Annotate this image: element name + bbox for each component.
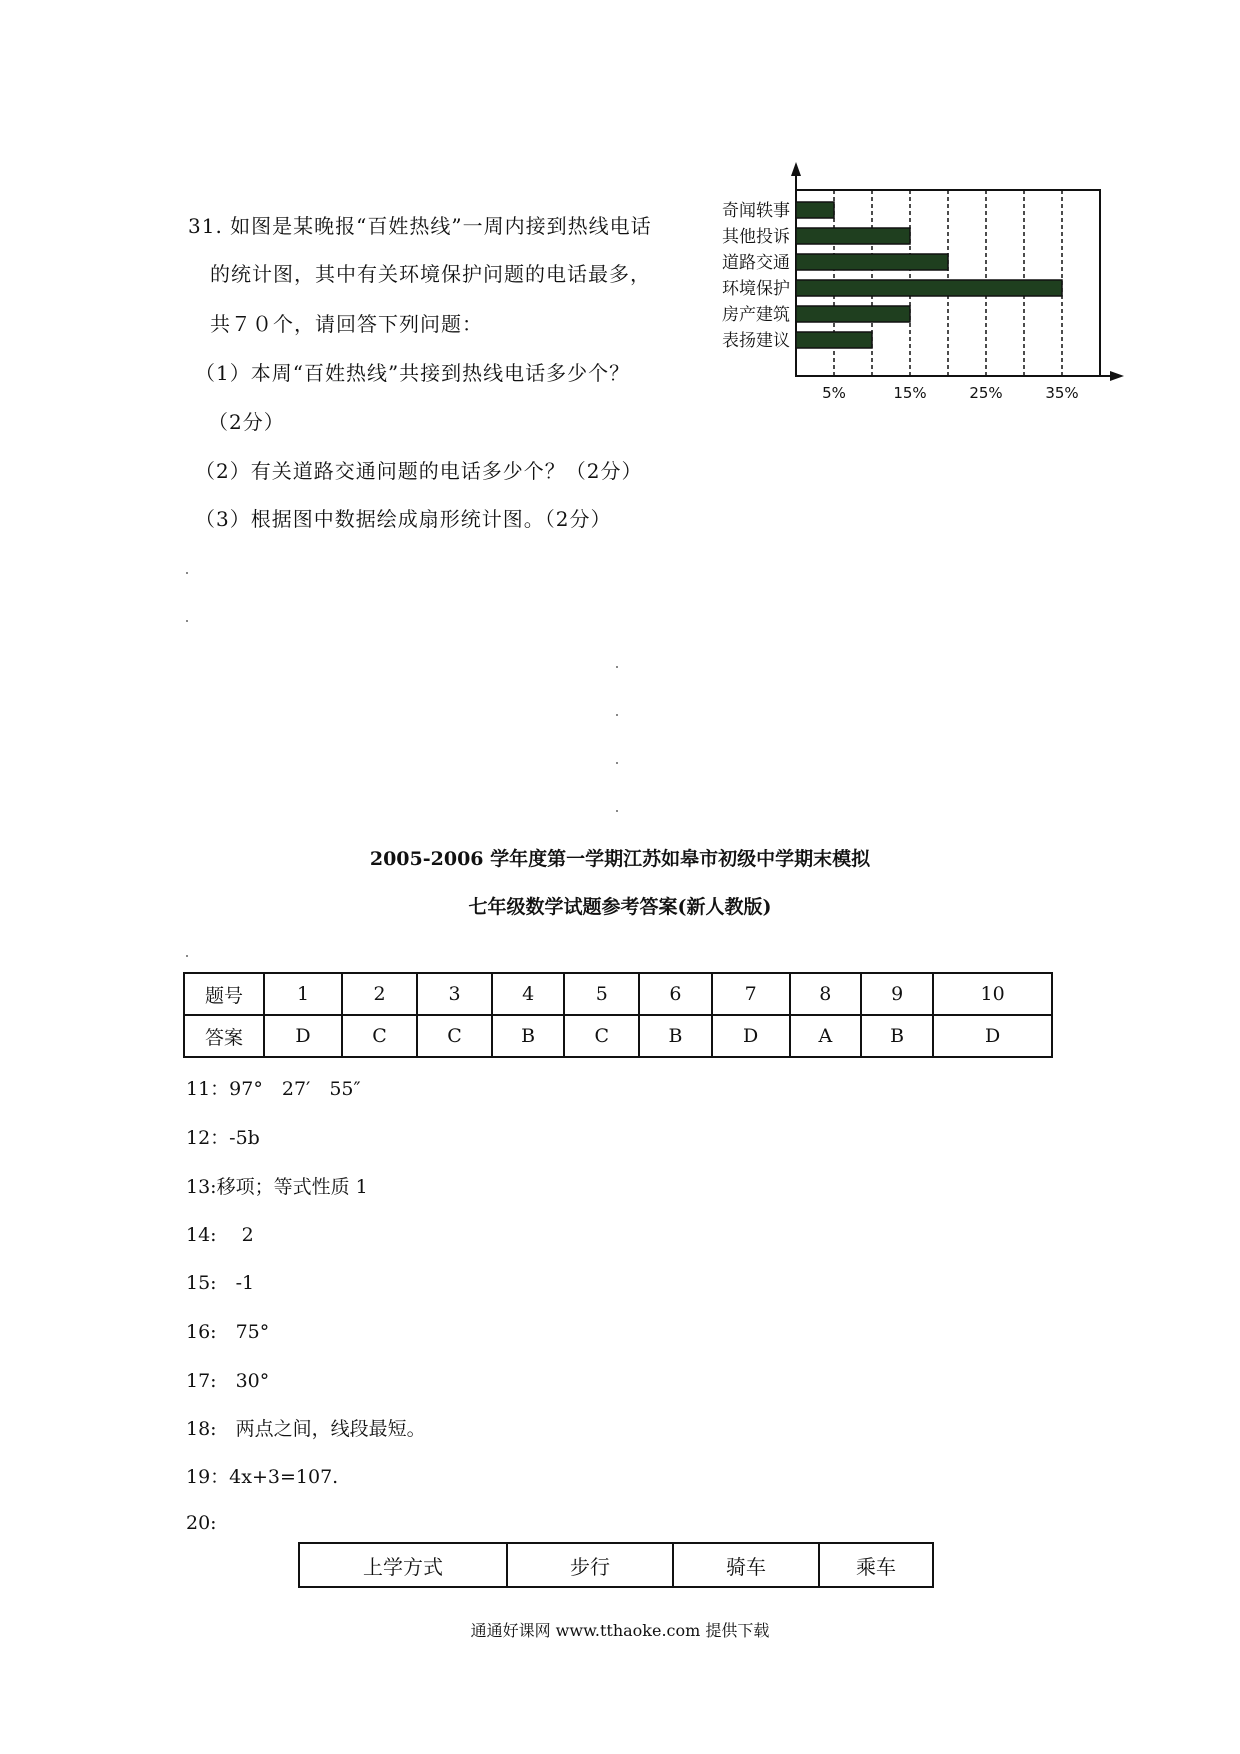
table-cell: D — [712, 1015, 790, 1057]
category-label: 其他投诉 — [722, 227, 790, 247]
q31-sub-1-points: （2分） — [208, 410, 285, 434]
answer-item-18: 18: 两点之间，线段最短。 — [186, 1418, 426, 1440]
answer-item-16: 16: 75° — [186, 1321, 270, 1343]
answer-item-14: 14: 2 — [186, 1224, 254, 1246]
table-cell: B — [861, 1015, 933, 1057]
table-cell: 10 — [933, 973, 1052, 1015]
page-footer: 通通好课网 www.tthaoke.com 提供下载 — [470, 1621, 770, 1640]
table-cell: 答案 — [184, 1015, 264, 1057]
hotline-bar-chart — [700, 160, 1160, 420]
scan-dot — [616, 810, 618, 812]
bar-3 — [796, 280, 1062, 296]
answer-item-11: 11：97° 27′ 55″ — [186, 1078, 361, 1100]
scan-dot — [616, 762, 618, 764]
q31-sub-2: （2）有关道路交通问题的电话多少个？（2分） — [195, 459, 643, 483]
bar-5 — [796, 332, 872, 348]
q31-sub-1: （1）本周“百姓热线”共接到热线电话多少个？ — [195, 361, 631, 385]
table-cell: 1 — [264, 973, 342, 1015]
table-cell: 7 — [712, 973, 790, 1015]
scan-dot — [616, 666, 618, 668]
x-tick-label: 15% — [893, 384, 927, 402]
answer-item-19: 19：4x+3=107. — [186, 1466, 339, 1488]
q31-line-1: 31. 如图是某晚报“百姓热线”一周内接到热线电话 — [188, 214, 652, 238]
x-tick-label: 35% — [1045, 384, 1079, 402]
answer-table — [183, 972, 1053, 1058]
table-cell: 9 — [861, 973, 933, 1015]
y-axis-arrow — [791, 162, 801, 176]
table-cell: 8 — [790, 973, 861, 1015]
answer-title-2: 七年级数学试题参考答案(新人教版) — [468, 896, 772, 918]
answer-item-15: 15: -1 — [186, 1272, 255, 1294]
category-label: 环境保护 — [722, 279, 790, 299]
bar-1 — [796, 228, 910, 244]
answer-item-17: 17: 30° — [186, 1370, 270, 1392]
scan-dot — [186, 955, 188, 957]
table-cell: 3 — [417, 973, 492, 1015]
table-cell: D — [264, 1015, 342, 1057]
q31-sub-3: （3）根据图中数据绘成扇形统计图。（2分） — [195, 507, 612, 531]
x-tick-label: 5% — [822, 384, 846, 402]
table-cell: C — [342, 1015, 417, 1057]
answer-title-1: 2005-2006 学年度第一学期江苏如皋市初级中学期末模拟 — [369, 848, 871, 870]
table-cell: 5 — [564, 973, 639, 1015]
category-label: 道路交通 — [722, 253, 790, 273]
table-cell: C — [417, 1015, 492, 1057]
table-cell: B — [639, 1015, 711, 1057]
table-cell: 上学方式 — [299, 1543, 507, 1587]
table-cell: C — [564, 1015, 639, 1057]
scan-dot — [186, 572, 188, 574]
answer-item-12: 12：-5b — [186, 1127, 260, 1149]
q31-line-3: 共７０个，请回答下列问题： — [210, 312, 483, 336]
bar-4 — [796, 306, 910, 322]
scan-dot — [616, 714, 618, 716]
x-axis-arrow — [1110, 371, 1124, 381]
table-cell: 骑车 — [673, 1543, 819, 1587]
scan-dot — [186, 620, 188, 622]
table-cell: 4 — [492, 973, 564, 1015]
category-label: 表扬建议 — [722, 331, 790, 351]
table-cell: B — [492, 1015, 564, 1057]
table-cell: 题号 — [184, 973, 264, 1015]
answer-item-20: 20: — [186, 1512, 217, 1534]
q31-line-2: 的统计图，其中有关环境保护问题的电话最多， — [210, 262, 651, 286]
category-label: 房产建筑 — [722, 305, 790, 325]
answer-item-13: 13:移项；等式性质 1 — [186, 1176, 368, 1198]
bar-2 — [796, 254, 948, 270]
commute-mode-table — [298, 1542, 934, 1588]
table-cell: 乘车 — [819, 1543, 933, 1587]
table-cell: 6 — [639, 973, 711, 1015]
table-cell: D — [933, 1015, 1052, 1057]
bar-0 — [796, 202, 834, 218]
table-cell: A — [790, 1015, 861, 1057]
table-cell: 步行 — [507, 1543, 673, 1587]
table-cell: 2 — [342, 973, 417, 1015]
x-tick-label: 25% — [969, 384, 1003, 402]
category-label: 奇闻轶事 — [722, 201, 790, 221]
